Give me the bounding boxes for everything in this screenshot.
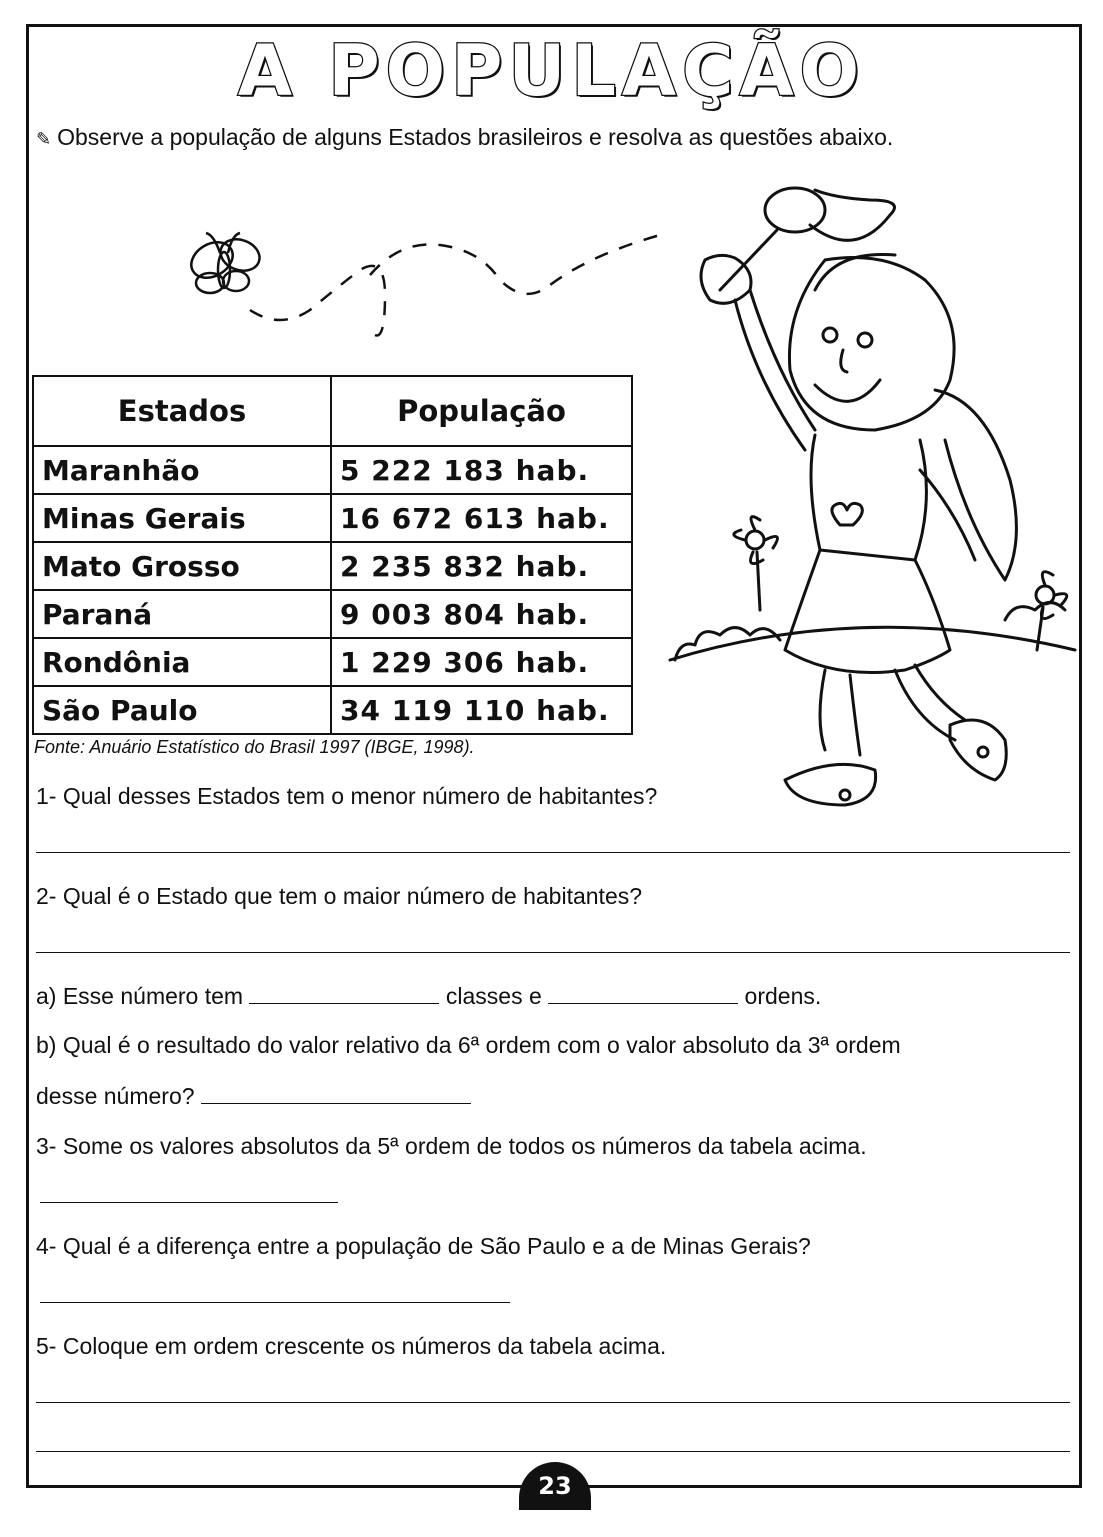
header-estados: Estados — [33, 376, 331, 446]
instruction — [36, 124, 893, 151]
population-cell: 1 229 306 hab. — [331, 638, 632, 686]
answer-line-q2[interactable] — [36, 952, 1070, 953]
question-5: 5- Coloque em ordem crescente os números da tabela acima. — [36, 1333, 667, 1359]
blank-classes[interactable] — [249, 983, 439, 1004]
girl-with-net-illustration — [665, 180, 1085, 820]
question-2b: b) Qual é o resultado do valor relativo da 6ª ordem com o valor absoluto da 3ª ordem — [36, 1032, 901, 1058]
pencil-icon: ✎ — [36, 129, 52, 149]
question-2a-suffix: ordens. — [744, 983, 822, 1009]
page-number: 23 — [519, 1462, 591, 1510]
question-2b-line2: desse número? — [36, 1083, 195, 1109]
population-cell: 2 235 832 hab. — [331, 542, 632, 590]
table-source: Fonte: Anuário Estatístico do Brasil 1997 (IBGE, 1998). — [34, 737, 475, 757]
table-header-row — [33, 376, 632, 446]
question-2: 2- Qual é o Estado que tem o maior número de habitantes? — [36, 883, 643, 909]
answer-line-q1[interactable] — [36, 852, 1070, 853]
question-2a-mid: classes e — [445, 983, 542, 1009]
population-cell: 34 119 110 hab. — [331, 686, 632, 734]
butterfly-illustration — [170, 215, 690, 365]
population-cell: 5 222 183 hab. — [331, 446, 632, 494]
question-2a-prefix: a) Esse número tem — [36, 983, 244, 1009]
table-row — [33, 686, 632, 734]
header-populacao: População — [331, 376, 632, 446]
question-1: 1- Qual desses Estados tem o menor número de habitantes? — [36, 783, 658, 809]
state-cell: Minas Gerais — [33, 494, 331, 542]
answer-line-q3[interactable] — [40, 1202, 338, 1203]
population-table — [32, 375, 633, 735]
state-cell: Mato Grosso — [33, 542, 331, 590]
question-2b-cont — [36, 1083, 471, 1110]
table-row — [33, 590, 632, 638]
blank-ordens[interactable] — [548, 983, 738, 1004]
question-4: 4- Qual é a diferença entre a população de São Paulo e a de Minas Gerais? — [36, 1233, 811, 1259]
table-row — [33, 542, 632, 590]
table-row — [33, 446, 632, 494]
population-cell: 9 003 804 hab. — [331, 590, 632, 638]
state-cell: Paraná — [33, 590, 331, 638]
state-cell: Maranhão — [33, 446, 331, 494]
population-cell: 16 672 613 hab. — [331, 494, 632, 542]
question-3: 3- Some os valores absolutos da 5ª ordem de todos os números da tabela acima. — [36, 1133, 867, 1159]
question-2a — [36, 983, 821, 1010]
state-cell: Rondônia — [33, 638, 331, 686]
state-cell: São Paulo — [33, 686, 331, 734]
table-row — [33, 638, 632, 686]
answer-line-q4[interactable] — [40, 1302, 510, 1303]
answer-line-q5-2[interactable] — [36, 1451, 1070, 1452]
table-row — [33, 494, 632, 542]
answer-line-q5-1[interactable] — [36, 1402, 1070, 1403]
instruction-text: Observe a população de alguns Estados brasileiros e resolva as questões abaixo. — [57, 124, 894, 150]
blank-2b[interactable] — [201, 1083, 471, 1104]
page-title: A POPULAÇÃO — [237, 30, 866, 112]
